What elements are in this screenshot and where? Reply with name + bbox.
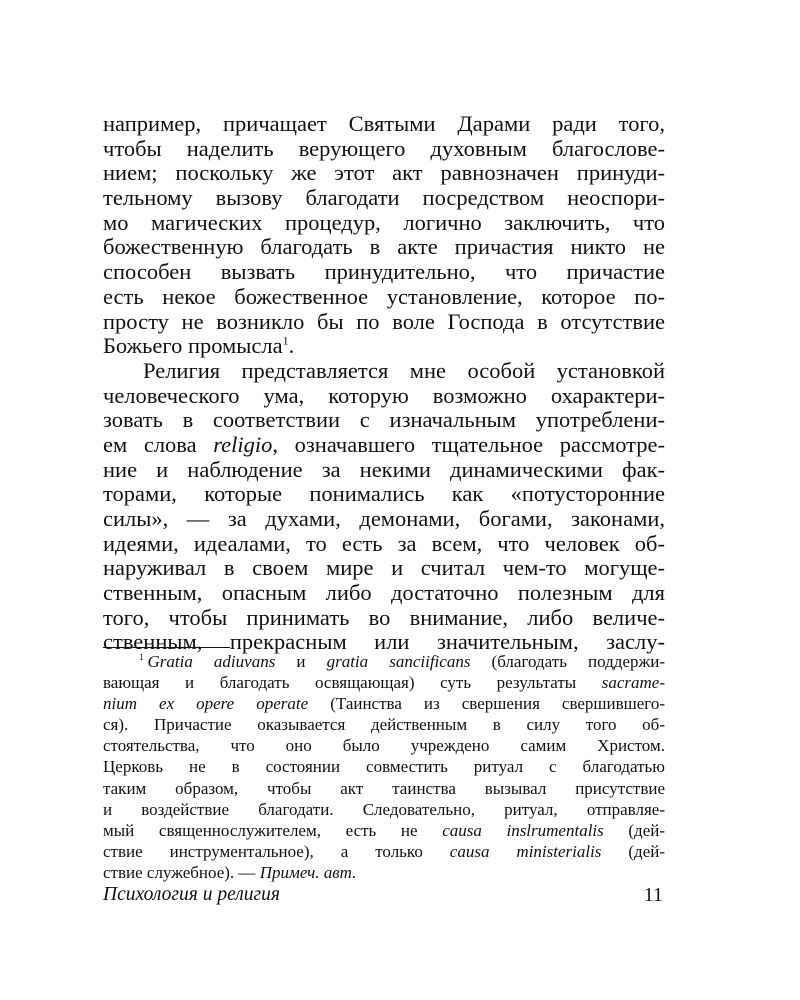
footnote-marker: 1 [139, 652, 144, 663]
footnote-line: стоятельства, что оно было учреждено самим Христом. [103, 736, 665, 756]
text-line: человеческого ума, которую возможно охарактери- [103, 382, 665, 408]
line-text: вающая и благодать освящающая) суть результаты [103, 673, 602, 693]
line-text: ствие служебное). — [103, 862, 260, 882]
line-text: и [275, 652, 327, 671]
footnote-line: и воздействие благодати. Следовательно, ритуал, отправляе- [103, 799, 665, 819]
text-line: силы», — за духами, демонами, богами, законами, [103, 506, 665, 531]
line-text: мый священнослужителем, есть не [103, 820, 443, 840]
running-title: Психология и религия [103, 884, 280, 905]
latin-term: nium ex opere operate [103, 694, 309, 714]
text-line: ственным, прекрасным или значительным, заслу- [103, 629, 665, 655]
footnote-line [103, 672, 665, 693]
text-line: нием; поскольку же этот акт равнозначен принуди- [103, 160, 665, 186]
text-line: того, чтобы принимать во внимание, либо величе- [103, 604, 665, 630]
latin-term: causa ministerialis [449, 841, 602, 861]
latin-term: causa inslrumentalis [442, 820, 604, 840]
text-line: мо магических процедур, логично заключить, что [103, 209, 665, 235]
line-text: ствие инструментальное), а только [103, 841, 450, 861]
footnote [103, 651, 665, 883]
footnote-line [103, 693, 665, 714]
text-line [103, 433, 665, 458]
footnote-line: таким образом, чтобы акт таинства вызывал присутствие [103, 778, 665, 798]
text-line: зовать в соответствии с изначальным употреблени- [103, 407, 665, 433]
sentence-period: . [288, 333, 295, 359]
paragraph-end-line [103, 334, 665, 359]
footnote-line [103, 651, 665, 672]
text-line: наруживал в своем мире и считал чем-то могуще- [103, 555, 665, 581]
latin-term: religio [213, 431, 273, 457]
line-text: Божьего промысла [103, 333, 283, 359]
footnote-line: Церковь не в состоянии совместить ритуал с благодатью [103, 757, 665, 777]
footnote-divider [103, 647, 230, 648]
latin-term: gratia sanciificans [326, 652, 471, 671]
line-text: (дей- [601, 841, 666, 861]
text-line: торами, которые понимались как «потусторонние [103, 481, 665, 507]
line-text: (дей- [603, 820, 666, 840]
text-line: есть некое божественное установление, которое по- [103, 283, 665, 309]
page-number: 11 [643, 884, 663, 906]
text-line: например, причащает Святыми Дарами ради того, [103, 111, 665, 136]
footnote-reference[interactable]: 1 [282, 333, 289, 348]
text-line: просту не возникло бы по воле Господа в отсутствие [103, 308, 665, 334]
latin-term: Gratia adiuvans [147, 652, 276, 671]
footnote-line: ся). Причастие оказывается действенным в силу того об- [103, 715, 665, 735]
latin-term: sacrame- [601, 673, 665, 693]
page-footer [103, 884, 665, 910]
footnote-line [103, 820, 665, 841]
main-text [103, 112, 665, 655]
paragraph-start-line: Религия представляется мне особой установкой [143, 357, 665, 383]
author-note: Примеч. авт. [259, 862, 357, 882]
text-line: идеями, идеалами, то есть за всем, что человек об- [103, 530, 665, 556]
text-line: способен вызвать принудительно, что причастие [103, 259, 665, 285]
footnote-line [103, 862, 665, 883]
text-line: ние и наблюдение за некими динамическими фак- [103, 456, 665, 482]
text-line: ственным, опасным либо достаточно полезным для [103, 580, 665, 606]
text-line: тельному вызову благодати посредством неоспори- [103, 185, 665, 211]
text-line: божественную благодать в акте причастия никто не [103, 234, 665, 260]
footnote-line [103, 841, 665, 862]
text-line: чтобы наделить верующего духовным благослове- [103, 135, 665, 161]
line-text: (благодать поддержи- [470, 652, 665, 671]
line-text: ем слова [103, 431, 214, 457]
line-text: , означавшего тщательное рассмотре- [272, 431, 665, 457]
line-text: (Таинства из свершения свершившего- [308, 694, 665, 714]
